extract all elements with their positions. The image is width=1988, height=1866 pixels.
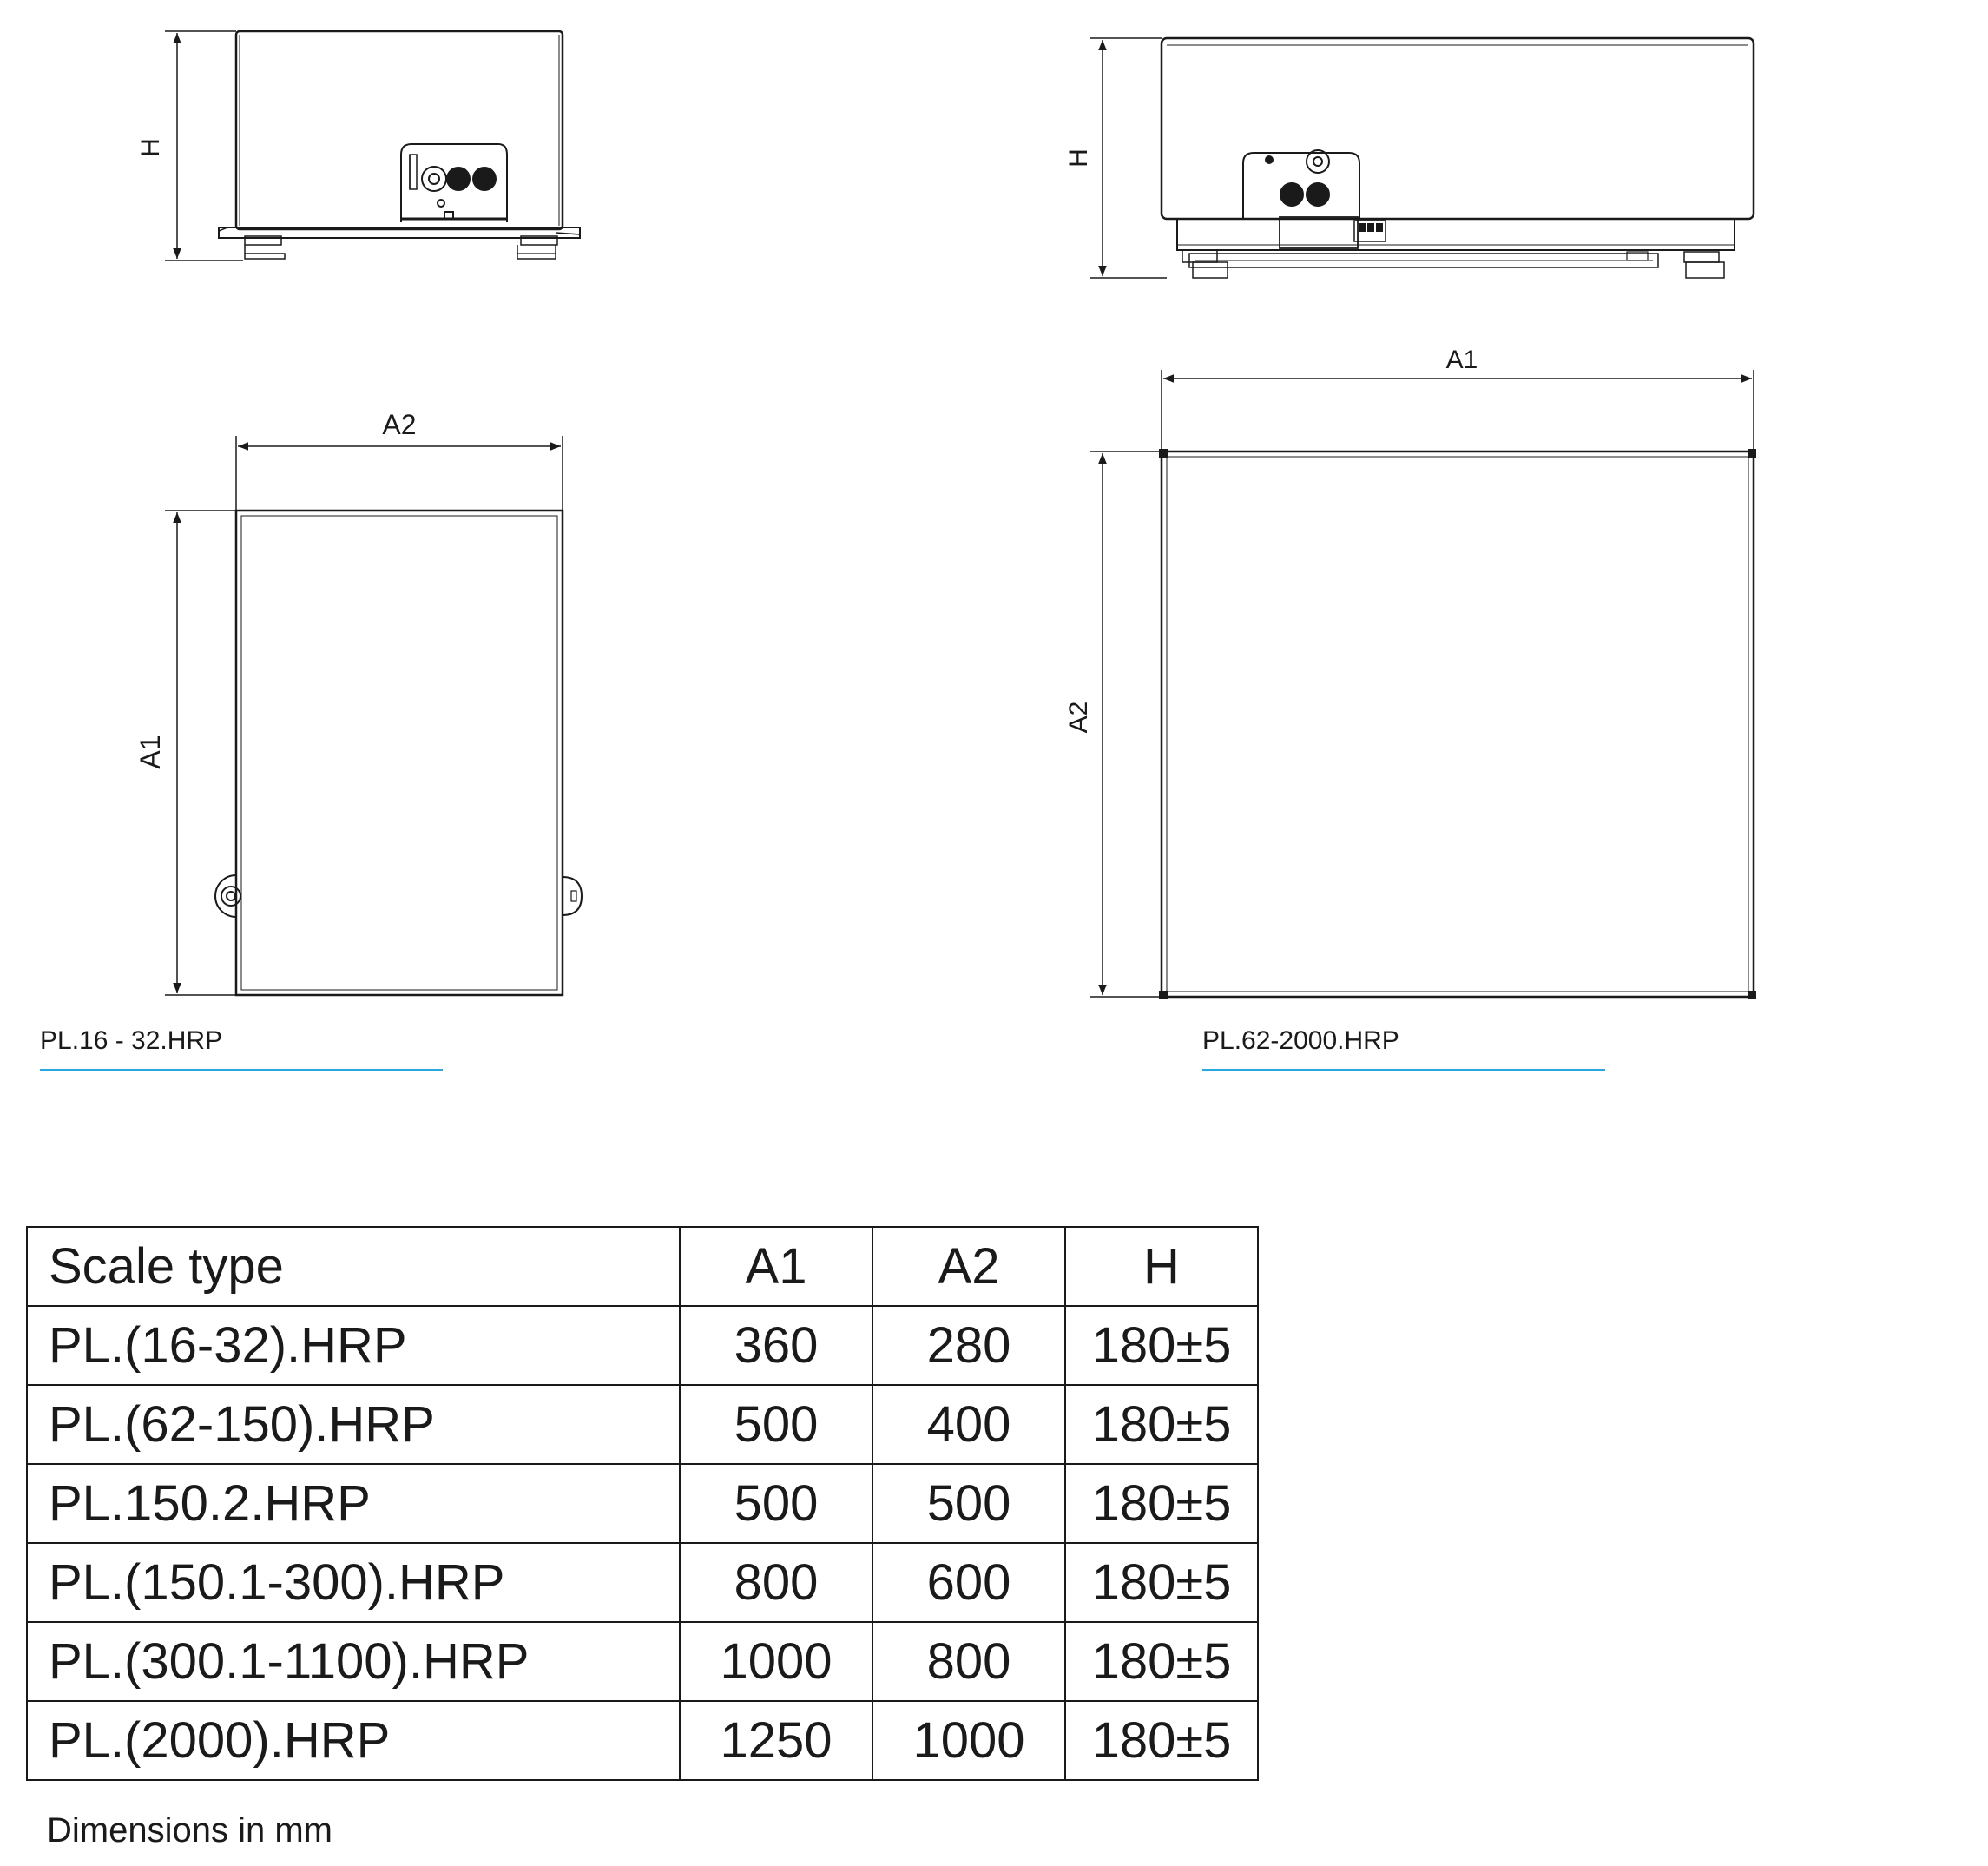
right-top-width-label: A1 [1445,346,1478,374]
cell-scale-type: PL.(150.1-300).HRP [27,1543,680,1622]
cell-scale-type: PL.(300.1-1100).HRP [27,1622,680,1701]
table-row [27,1622,1258,1701]
cell-h: 180±5 [1065,1701,1258,1780]
cell-a1: 800 [680,1543,872,1622]
table-row [27,1306,1258,1385]
header-h: H [1065,1227,1258,1306]
units-note: Dimensions in mm [47,1811,332,1850]
dimensions-table [26,1226,1259,1781]
right-height-label: H [1064,148,1093,168]
cell-scale-type: PL.(16-32).HRP [27,1306,680,1385]
cell-a2: 400 [872,1385,1065,1464]
cell-a2: 600 [872,1543,1065,1622]
header-a1: A1 [680,1227,872,1306]
table-header-row [27,1227,1258,1306]
table-row [27,1543,1258,1622]
cell-a2: 500 [872,1464,1065,1543]
header-scale-type: Scale type [27,1227,680,1306]
left-drawing-caption: PL.16 - 32.HRP [40,1026,223,1055]
cell-h: 180±5 [1065,1622,1258,1701]
table-row [27,1701,1258,1780]
cell-scale-type: PL.150.2.HRP [27,1464,680,1543]
cell-a1: 360 [680,1306,872,1385]
cell-scale-type: PL.(2000).HRP [27,1701,680,1780]
right-side-view [1090,38,1754,278]
cell-h: 180±5 [1065,1306,1258,1385]
left-top-view [165,436,582,995]
cell-a2: 1000 [872,1701,1065,1780]
cell-a1: 500 [680,1385,872,1464]
right-top-length-label: A2 [1064,701,1093,734]
left-top-width-label: A2 [382,409,417,440]
left-caption-underline [40,1069,443,1071]
cell-a2: 280 [872,1306,1065,1385]
table-row [27,1464,1258,1543]
header-a2: A2 [872,1227,1065,1306]
right-caption-underline [1202,1069,1605,1071]
left-top-length-label: A1 [135,735,166,769]
cell-scale-type: PL.(62-150).HRP [27,1385,680,1464]
cell-h: 180±5 [1065,1385,1258,1464]
table-row [27,1385,1258,1464]
cell-h: 180±5 [1065,1543,1258,1622]
right-drawing-caption: PL.62-2000.HRP [1202,1026,1399,1055]
cell-h: 180±5 [1065,1464,1258,1543]
cell-a1: 1000 [680,1622,872,1701]
left-side-view [165,31,580,260]
cell-a1: 1250 [680,1701,872,1780]
cell-a1: 500 [680,1464,872,1543]
right-top-view [1090,370,1755,999]
left-height-label: H [136,138,165,157]
cell-a2: 800 [872,1622,1065,1701]
